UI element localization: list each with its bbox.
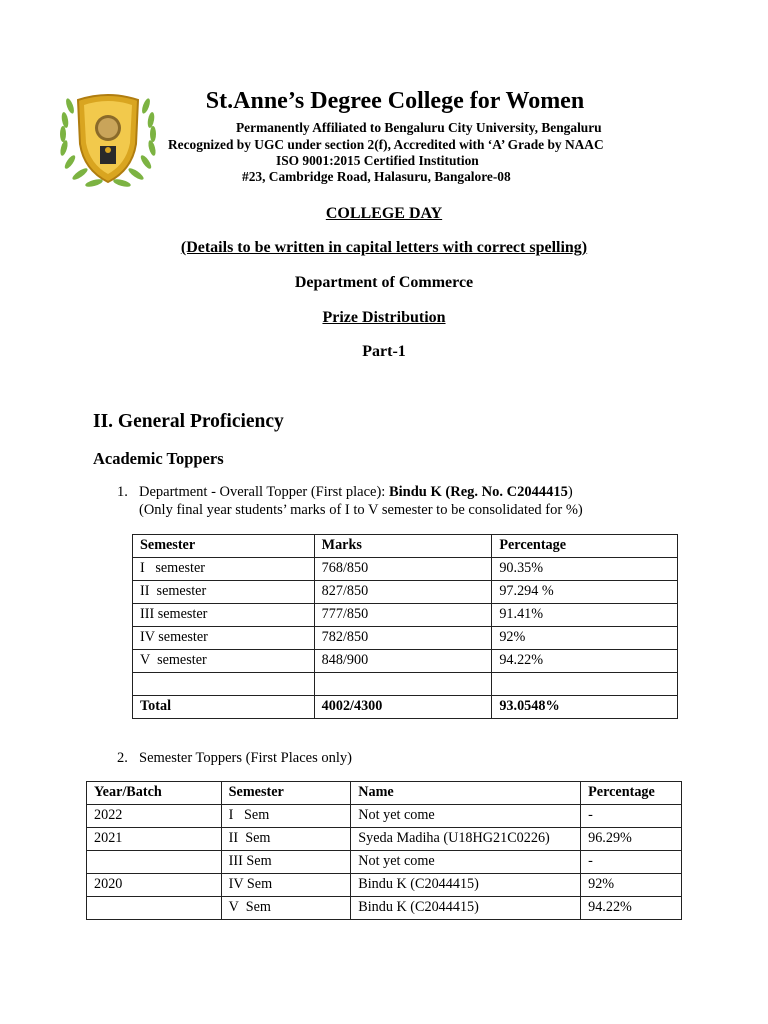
event-heading-text: COLLEGE DAY: [325, 205, 443, 222]
header-cell: Percentage: [581, 782, 682, 805]
total-marks-cell: 4002/4300: [314, 696, 492, 719]
item1-label: Department - Overall Topper (First place):: [139, 484, 389, 500]
header-cell: Marks: [314, 535, 492, 558]
table-row: [133, 558, 678, 581]
year-cell: 2022: [87, 805, 222, 828]
overall-topper-table: [132, 534, 678, 719]
item2-number: 2.: [117, 750, 128, 766]
percentage-cell: 94.22%: [492, 650, 678, 673]
name-cell: Not yet come: [351, 851, 581, 874]
percentage-cell: 90.35%: [492, 558, 678, 581]
table-row: [87, 805, 682, 828]
marks-cell: 777/850: [314, 604, 492, 627]
table-row: [133, 581, 678, 604]
semester-cell: V semester: [133, 650, 315, 673]
item1-text: [139, 484, 573, 501]
semester-toppers-table: [86, 781, 682, 920]
item1-topper-name: Bindu K (Reg. No. C2044415: [388, 484, 568, 500]
college-name: St.Anne’s Degree College for Women: [205, 88, 585, 114]
table-row: [87, 874, 682, 897]
event-heading: [0, 205, 768, 223]
address-line: #23, Cambridge Road, Halasuru, Bangalore-08: [242, 169, 511, 184]
semester-cell: II Sem: [221, 828, 351, 851]
section-title: II. General Proficiency: [93, 411, 284, 432]
affiliation-line: Permanently Affiliated to Bengaluru City University, Bengaluru: [236, 120, 602, 135]
iso-line: ISO 9001:2015 Certified Institution: [276, 153, 479, 168]
table-header-row: [87, 782, 682, 805]
year-cell: 2020: [87, 874, 222, 897]
department-heading: Department of Commerce: [294, 274, 474, 291]
table-row: [87, 897, 682, 920]
header-cell: Percentage: [492, 535, 678, 558]
instruction-text: (Details to be written in capital letters with correct spelling): [180, 239, 588, 256]
percentage-cell: 92%: [581, 874, 682, 897]
table-row-empty: [133, 673, 678, 696]
header-cell: Name: [351, 782, 581, 805]
percentage-cell: 94.22%: [581, 897, 682, 920]
name-cell: Bindu K (C2044415): [351, 874, 581, 897]
percentage-cell: 97.294 %: [492, 581, 678, 604]
prize-heading: [0, 309, 768, 327]
accreditation-line: Recognized by UGC under section 2(f), Accredited with ‘A’ Grade by NAAC: [168, 137, 604, 152]
prize-heading-text: Prize Distribution: [322, 309, 446, 326]
marks-cell: 848/900: [314, 650, 492, 673]
percentage-cell: 92%: [492, 627, 678, 650]
year-cell: 2021: [87, 828, 222, 851]
table-row: [133, 604, 678, 627]
item1-note: (Only final year students’ marks of I to V semester to be consolidated for %): [139, 502, 583, 518]
total-label-cell: Total: [133, 696, 315, 719]
name-cell: Bindu K (C2044415): [351, 897, 581, 920]
item2-label: Semester Toppers (First Places only): [139, 750, 352, 766]
part-heading: Part-1: [362, 343, 406, 360]
instruction-heading: [0, 239, 768, 257]
table-row: [87, 828, 682, 851]
header-cell: Year/Batch: [87, 782, 222, 805]
item1-number: 1.: [117, 484, 128, 500]
marks-cell: 782/850: [314, 627, 492, 650]
empty-cell: [133, 673, 315, 696]
item1-close: ): [567, 484, 573, 500]
marks-cell: 768/850: [314, 558, 492, 581]
table-header-row: [133, 535, 678, 558]
table-total-row: [133, 696, 678, 719]
semester-cell: IV Sem: [221, 874, 351, 897]
empty-cell: [492, 673, 678, 696]
semester-cell: III semester: [133, 604, 315, 627]
semester-cell: II semester: [133, 581, 315, 604]
semester-cell: I Sem: [221, 805, 351, 828]
semester-cell: III Sem: [221, 851, 351, 874]
percentage-cell: -: [581, 805, 682, 828]
year-cell: [87, 897, 222, 920]
semester-cell: V Sem: [221, 897, 351, 920]
marks-cell: 827/850: [314, 581, 492, 604]
semester-cell: I semester: [133, 558, 315, 581]
percentage-cell: -: [581, 851, 682, 874]
section-subtitle: Academic Toppers: [93, 449, 224, 468]
name-cell: Syeda Madiha (U18HG21C0226): [351, 828, 581, 851]
year-cell: [87, 851, 222, 874]
total-percentage-cell: 93.0548%: [492, 696, 678, 719]
percentage-cell: 96.29%: [581, 828, 682, 851]
table-row: [133, 650, 678, 673]
table-row: [87, 851, 682, 874]
header-cell: Semester: [133, 535, 315, 558]
percentage-cell: 91.41%: [492, 604, 678, 627]
table-row: [133, 627, 678, 650]
semester-cell: IV semester: [133, 627, 315, 650]
empty-cell: [314, 673, 492, 696]
name-cell: Not yet come: [351, 805, 581, 828]
header-cell: Semester: [221, 782, 351, 805]
